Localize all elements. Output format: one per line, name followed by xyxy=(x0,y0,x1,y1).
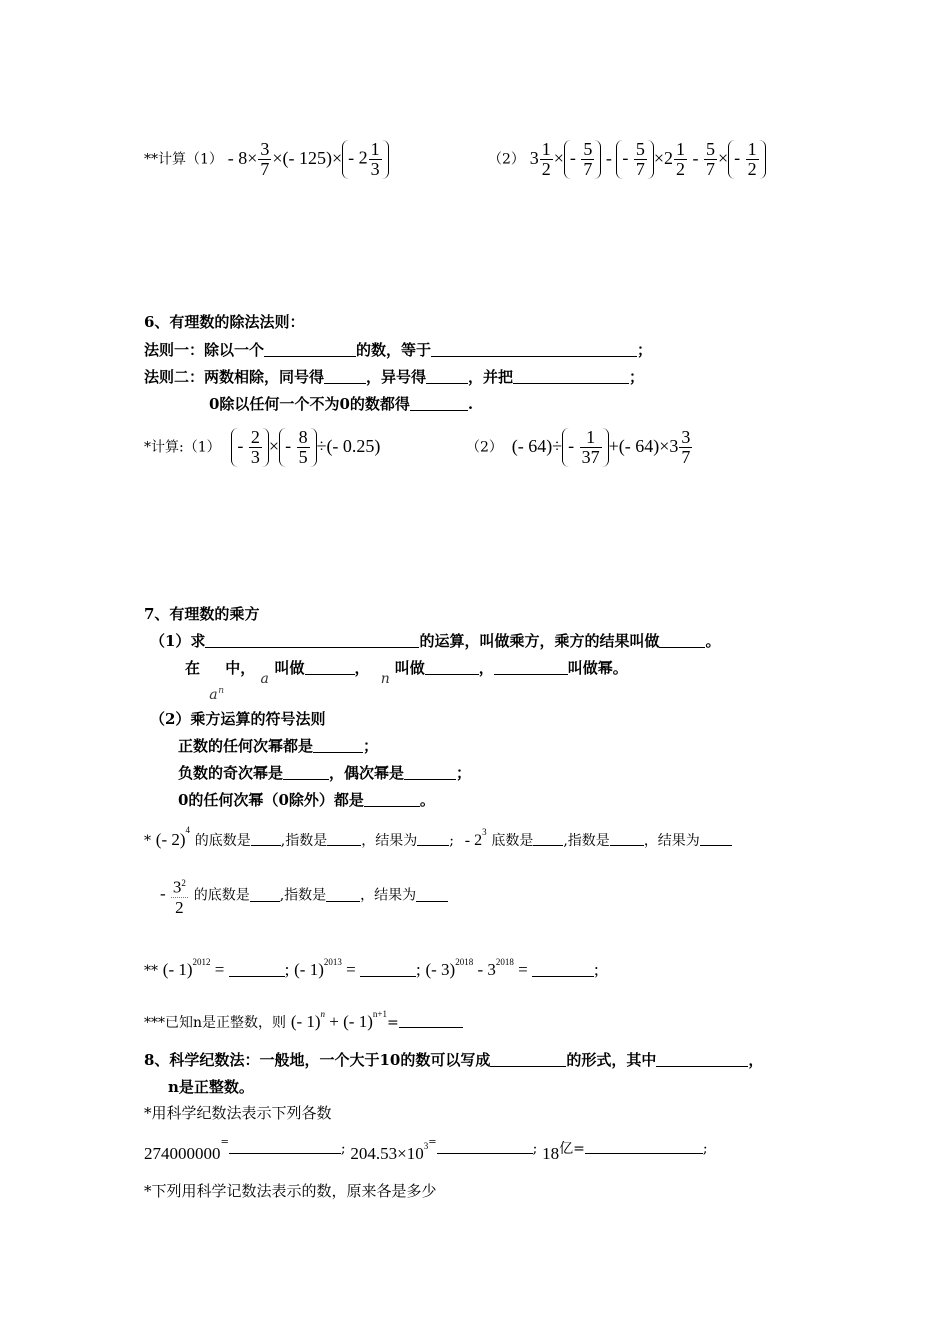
answer-blank[interactable] xyxy=(404,763,456,780)
answer-blank[interactable] xyxy=(700,833,732,846)
s7-line-6: 0的任何次幂（0除外）都是 。 xyxy=(178,791,435,809)
answer-blank[interactable] xyxy=(416,889,448,902)
s6-calc-label: *计算:（1） xyxy=(144,439,221,456)
section-7-title: 7、有理数的乘方 xyxy=(144,605,260,623)
answer-blank[interactable] xyxy=(360,960,416,977)
s7-line-4: 正数的任何次幂都是 ； xyxy=(178,737,379,755)
s6-rule-3: 0除以任何一个不为0的数都得 . xyxy=(209,395,474,413)
s7-line-5: 负数的奇次幂是 ，偶次幂是 ； xyxy=(178,764,472,782)
calc5-p2-label: （2） xyxy=(488,151,525,168)
answer-blank[interactable] xyxy=(324,367,366,384)
s8-line-3: *用科学纪数法表示下列各数 xyxy=(144,1104,332,1122)
s6-calc-p2-label: （2） xyxy=(466,439,503,456)
s7-power-question-3: ** (- 1)$^{2012}$ = ; (- 1)$^{2013}$ = ; (- $3)^{2018} - 3^{2018}$ = ; xyxy=(144,957,599,979)
s6-rule-2: 法则二：两数相除，同号得 ，异号得 ，并把 ； xyxy=(144,368,645,386)
answer-blank[interactable] xyxy=(656,1050,748,1067)
answer-blank[interactable] xyxy=(313,736,363,753)
s7-line-3: （2）乘方运算的符号法则 xyxy=(150,710,326,728)
calc5-label: **计算（1） xyxy=(144,151,223,168)
answer-blank[interactable] xyxy=(283,763,329,780)
answer-blank[interactable] xyxy=(610,833,644,846)
answer-blank[interactable] xyxy=(659,631,705,648)
s6-calc-expr-2: (- 64)÷ - $\frac{1}{37}$ +(- 64)×3 $\frac{3}{7}$ xyxy=(511,427,691,467)
s7-line-2: 在 a n 中， a叫做 ， n叫做 ， 叫做幂。 xyxy=(185,659,628,703)
section-6-title: 6、有理数的除法法则： xyxy=(144,313,305,331)
s7-line-1: （1）求 的运算，叫做乘方，乘方的结果叫做 。 xyxy=(150,632,721,650)
answer-blank[interactable] xyxy=(425,658,479,675)
answer-blank[interactable] xyxy=(585,1141,703,1154)
answer-blank[interactable] xyxy=(264,340,356,357)
s6-calc-line-2 xyxy=(466,428,693,478)
s6-calc-line-1 xyxy=(144,428,380,478)
answer-blank[interactable] xyxy=(229,1141,341,1154)
answer-blank[interactable] xyxy=(431,340,637,357)
answer-blank[interactable] xyxy=(410,394,468,411)
answer-blank[interactable] xyxy=(532,960,594,977)
calc5-expr-1: - 8× $\frac{3}{7}$ ×(- 125)× - 2 $\frac{1}{3}$ xyxy=(228,148,389,168)
answer-blank[interactable] xyxy=(417,833,449,846)
calc5-expr-2: 3 $\frac{1}{2}$ × - $\frac{5}{7}$ - - $\frac{5}{7}$ ×2 $\frac{1}{2}$ - $\frac{5}{7}$ × - $\frac{1}{2}$ xyxy=(530,148,766,168)
answer-blank[interactable] xyxy=(399,1015,463,1028)
answer-blank[interactable] xyxy=(494,658,568,675)
answer-blank[interactable] xyxy=(229,960,285,977)
s7-power-question-1: * (- 2)$^4$ 的底数是 ,指数是 ，结果为 ; - $2^3$ 底数是 ,指数是 ，结果为 xyxy=(144,820,732,850)
s8-line-5: *下列用科学记数法表示的数，原来各是多少 xyxy=(144,1182,437,1200)
answer-blank[interactable] xyxy=(250,889,280,902)
answer-blank[interactable] xyxy=(327,833,361,846)
s8-numbers-line: 274000000= ; $204.53\times 10^{3=}$ ; 18亿= ; xyxy=(144,1137,708,1163)
answer-blank[interactable] xyxy=(490,1050,566,1067)
answer-blank[interactable] xyxy=(426,367,468,384)
answer-blank[interactable] xyxy=(513,367,629,384)
answer-blank[interactable] xyxy=(305,658,355,675)
calc5-line-2 xyxy=(488,140,766,186)
s7-power-question-2: - $\frac{3^2}{2}$ 的底数是 ,指数是 ，结果为 xyxy=(160,874,448,924)
s8-line-1: 8、科学纪数法：一般地，一个大于10的数可以写成 的形式，其中 ， xyxy=(144,1051,764,1069)
s6-calc-expr-1: - $\frac{2}{3}$ × - $\frac{8}{5}$ ÷(- 0.25) xyxy=(231,436,380,456)
s7-power-question-4: ***已知n是正整数，则 (- 1)$^n$ + (- 1)$^{n+1}$= xyxy=(144,1004,463,1034)
answer-blank[interactable] xyxy=(437,1141,533,1154)
s6-rule-1: 法则一：除以一个 的数，等于 ； xyxy=(144,341,653,359)
calc5-line xyxy=(144,140,389,186)
s8-line-2: n是正整数。 xyxy=(168,1078,254,1096)
answer-blank[interactable] xyxy=(533,833,563,846)
answer-blank[interactable] xyxy=(326,889,360,902)
answer-blank[interactable] xyxy=(205,631,419,648)
answer-blank[interactable] xyxy=(251,833,281,846)
answer-blank[interactable] xyxy=(364,790,420,807)
